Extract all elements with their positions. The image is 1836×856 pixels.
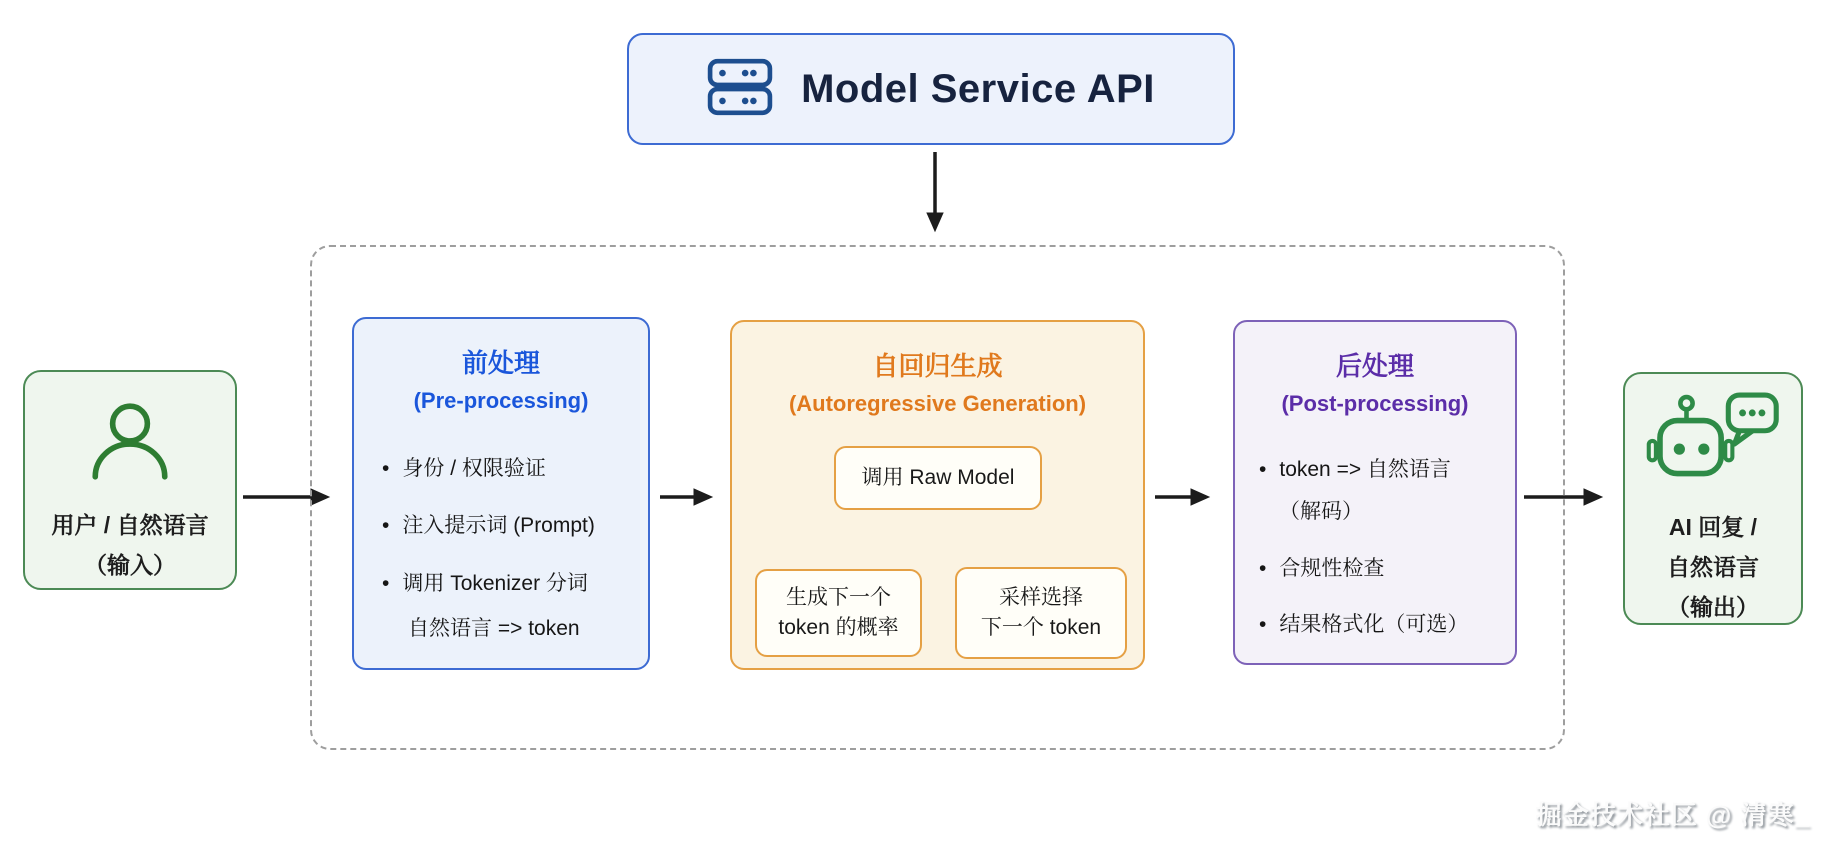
pre-bullet-auth [382,456,648,482]
post-bullet-format-text: 结果格式化（可选） [1279,612,1469,636]
bullet-dot-icon: • [382,514,390,538]
output-node-card [1623,372,1803,625]
output-label-line1: AI 回复 / [1668,514,1758,540]
post-title: 后处理 [1335,351,1414,381]
raw-model-label: 调用 Raw Model [861,465,1015,489]
post-subtitle: (Post-processing) [1281,391,1469,416]
pre-subtitle: (Pre-processing) [413,388,589,413]
auto-subtitle: (Autoregressive Generation) [788,391,1087,416]
post-processing-card [1233,320,1517,665]
pre-bullet-prompt [382,513,648,539]
sample-node-line1: 采样选择 [999,585,1083,609]
robot-chat-icon [1645,392,1781,501]
next-token-probability-node [755,569,922,657]
api-title: Model Service API [801,66,1155,111]
raw-model-node [834,446,1042,510]
prob-node-line1: 生成下一个 [786,585,891,609]
pre-bullet-prompt-text: 注入提示词 (Prompt) [402,514,595,538]
output-label-line3: （输出） [1667,594,1759,620]
input-label-line1: 用户 / 自然语言 [51,512,209,538]
input-node-card [23,370,237,590]
post-bullet-list [1259,457,1515,638]
pre-bullet-tokenizer-subtext: 自然语言 => token [408,616,580,640]
pre-processing-card [352,317,650,670]
sampling-node [955,567,1127,659]
user-icon [84,396,176,493]
prob-node-line2: token 的概率 [778,616,899,639]
input-label-line2: （输入） [83,552,176,578]
pre-title: 前处理 [461,348,540,378]
bullet-dot-icon: • [382,571,390,595]
post-bullet-decode [1259,457,1515,483]
watermark: 掘金技术社区 @ 清寒_ [1535,800,1810,830]
post-bullet-decode-subtext: （解码） [1279,500,1363,524]
autoregressive-card [730,320,1145,670]
output-label-line2: 自然语言 [1667,554,1759,580]
sample-node-line2: 下一个 token [980,616,1102,639]
bullet-dot-icon: • [382,457,390,480]
post-bullet-decode-text: token => 自然语言 [1279,458,1451,481]
pre-bullet-auth-text: 身份 / 权限验证 [402,457,546,480]
post-bullet-compliance [1259,556,1515,582]
pre-bullet-tokenizer [382,571,648,597]
bullet-dot-icon: • [1259,612,1267,636]
pre-bullet-tokenizer-text: 调用 Tokenizer 分词 [402,571,588,595]
server-icon [707,54,773,125]
model-service-api-card [627,33,1235,145]
auto-title: 自回归生成 [872,351,1003,381]
pre-bullet-list [382,456,648,642]
post-bullet-compliance-text: 合规性检查 [1279,556,1385,580]
post-bullet-format [1259,612,1515,638]
bullet-dot-icon: • [1259,458,1267,481]
bullet-dot-icon: • [1259,556,1267,580]
